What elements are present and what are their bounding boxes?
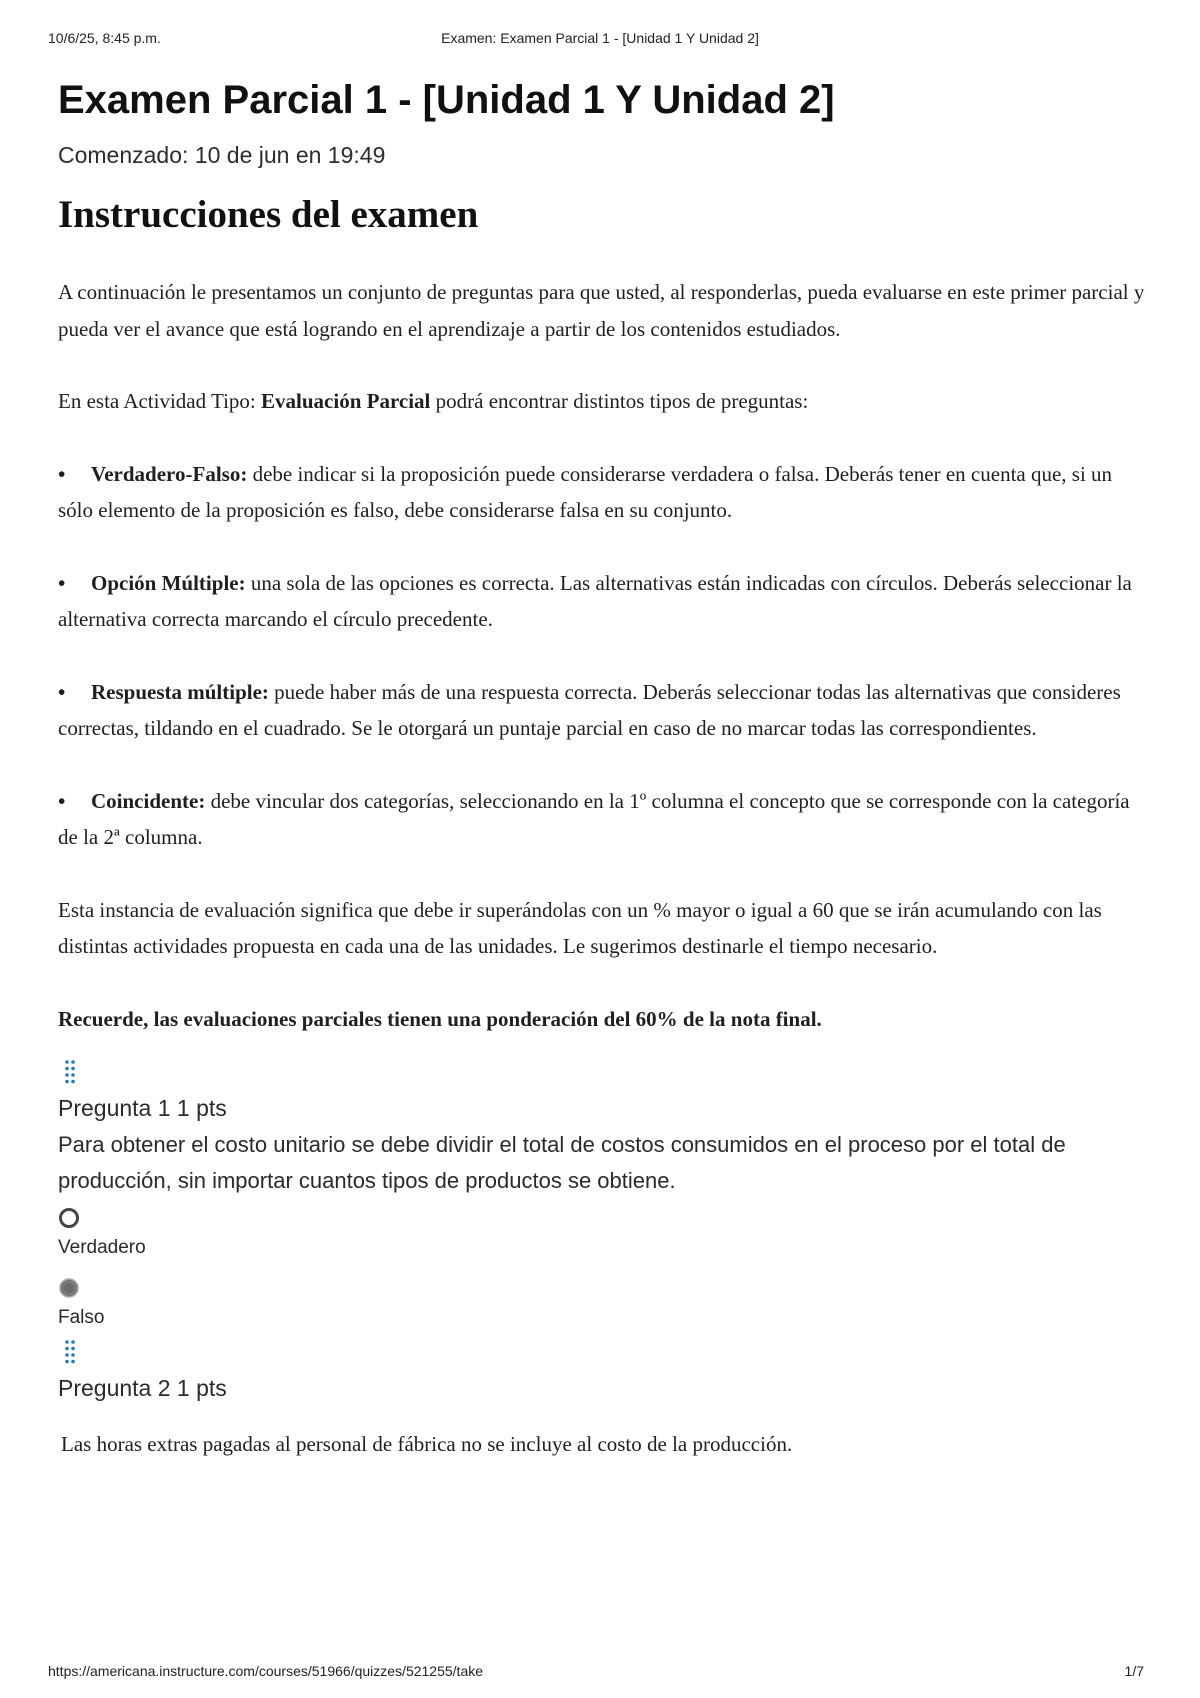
print-date: 10/6/25, 8:45 p.m. [48, 30, 161, 46]
radio-selected-icon[interactable] [58, 1277, 80, 1299]
bullet-term: Respuesta múltiple: [91, 679, 269, 704]
grade-reminder-text: Recuerde, las evaluaciones parciales tienen una ponderación del 60% de la nota final. [58, 1006, 822, 1031]
question-2 [58, 1339, 1148, 1459]
page-title: Examen Parcial 1 - [Unidad 1 Y Unidad 2] [58, 78, 835, 122]
instructions-heading: Instrucciones del examen [58, 193, 479, 236]
question-header: Pregunta 2 1 pts [58, 1375, 227, 1401]
activity-type-name: Evaluación Parcial [261, 389, 431, 413]
bullet-text: puede haber más de una respuesta correcta. Deberás seleccionar todas las alternativas que consideres correctas, tildando en el cuadrado. Se le otorgará un puntaje parcial en caso de no marcar todas las correspondientes. [58, 679, 1121, 740]
bullet-matching [58, 783, 1148, 856]
option-label: Falso [58, 1307, 105, 1328]
bullet-text: una sola de las opciones es correcta. Las alternativas están indicadas con círculos. Deberás seleccionar la alternativa correcta marcando el círculo precedente. [58, 570, 1132, 631]
bullet-multiple-choice [58, 565, 1148, 638]
drag-handle-icon[interactable] [58, 1339, 1148, 1369]
option-label: Verdadero [58, 1237, 146, 1258]
bullet-term: Opción Múltiple: [91, 570, 246, 595]
grade-reminder [58, 1001, 1148, 1038]
print-header [48, 30, 1152, 50]
print-document-title: Examen: Examen Parcial 1 - [Unidad 1 Y Unidad 2] [441, 30, 759, 46]
bullet-term: Verdadero-Falso: [91, 461, 248, 486]
instructions-intro: A continuación le presentamos un conjunto de preguntas para que usted, al responderlas, pueda evaluarse en este primer parcial y pueda ver el avance que está logrando en el aprendizaje a partir de los contenidos estudiados. [58, 280, 1145, 341]
print-url: https://americana.instructure.com/courses/51966/quizzes/521255/take [48, 1663, 484, 1679]
page-number: 1/7 [1124, 1663, 1144, 1679]
print-footer [48, 1663, 1152, 1683]
question-text: Las horas extras pagadas al personal de fábrica no se incluye al costo de la producción. [61, 1432, 793, 1456]
instructions-closing: Esta instancia de evaluación significa que debe ir superándolas con un % mayor o igual a 60 que se irán acumulando con las distintas actividades propuesta en cada una de las unidades. Le sugerimos destinarle el tiempo necesario. [58, 897, 1102, 958]
activity-prefix: En esta Actividad Tipo: [58, 389, 262, 413]
bullet-icon: • [58, 788, 66, 813]
question-text: Para obtener el costo unitario se debe dividir el total de costos consumidos en el proceso por el total de producción, sin importar cuantos tipos de productos se obtiene. [58, 1132, 1066, 1193]
activity-suffix: podrá encontrar distintos tipos de preguntas: [430, 389, 809, 413]
radio-empty-icon[interactable] [58, 1207, 80, 1229]
option-falso[interactable] [58, 1277, 1148, 1333]
question-1 [58, 1059, 1148, 1333]
bullet-term: Coincidente: [91, 788, 206, 813]
exam-content [58, 72, 1148, 1459]
bullet-true-false [58, 456, 1148, 529]
bullet-icon: • [58, 461, 66, 486]
bullet-icon: • [58, 679, 66, 704]
bullet-text: debe indicar si la proposición puede considerarse verdadera o falsa. Deberás tener en cuenta que, si un sólo elemento de la proposición es falso, debe considerarse falsa en su conjunto. [58, 461, 1113, 522]
bullet-multiple-answer [58, 674, 1148, 747]
bullet-text: debe vincular dos categorías, seleccionando en la 1º columna el concepto que se corresponde con la categoría de la 2ª columna. [58, 788, 1130, 849]
activity-type-paragraph [58, 383, 1148, 420]
question-header: Pregunta 1 1 pts [58, 1095, 227, 1121]
drag-handle-icon[interactable] [58, 1059, 1148, 1089]
bullet-icon: • [58, 570, 66, 595]
option-verdadero[interactable] [58, 1207, 1148, 1263]
started-timestamp: Comenzado: 10 de jun en 19:49 [58, 142, 386, 168]
